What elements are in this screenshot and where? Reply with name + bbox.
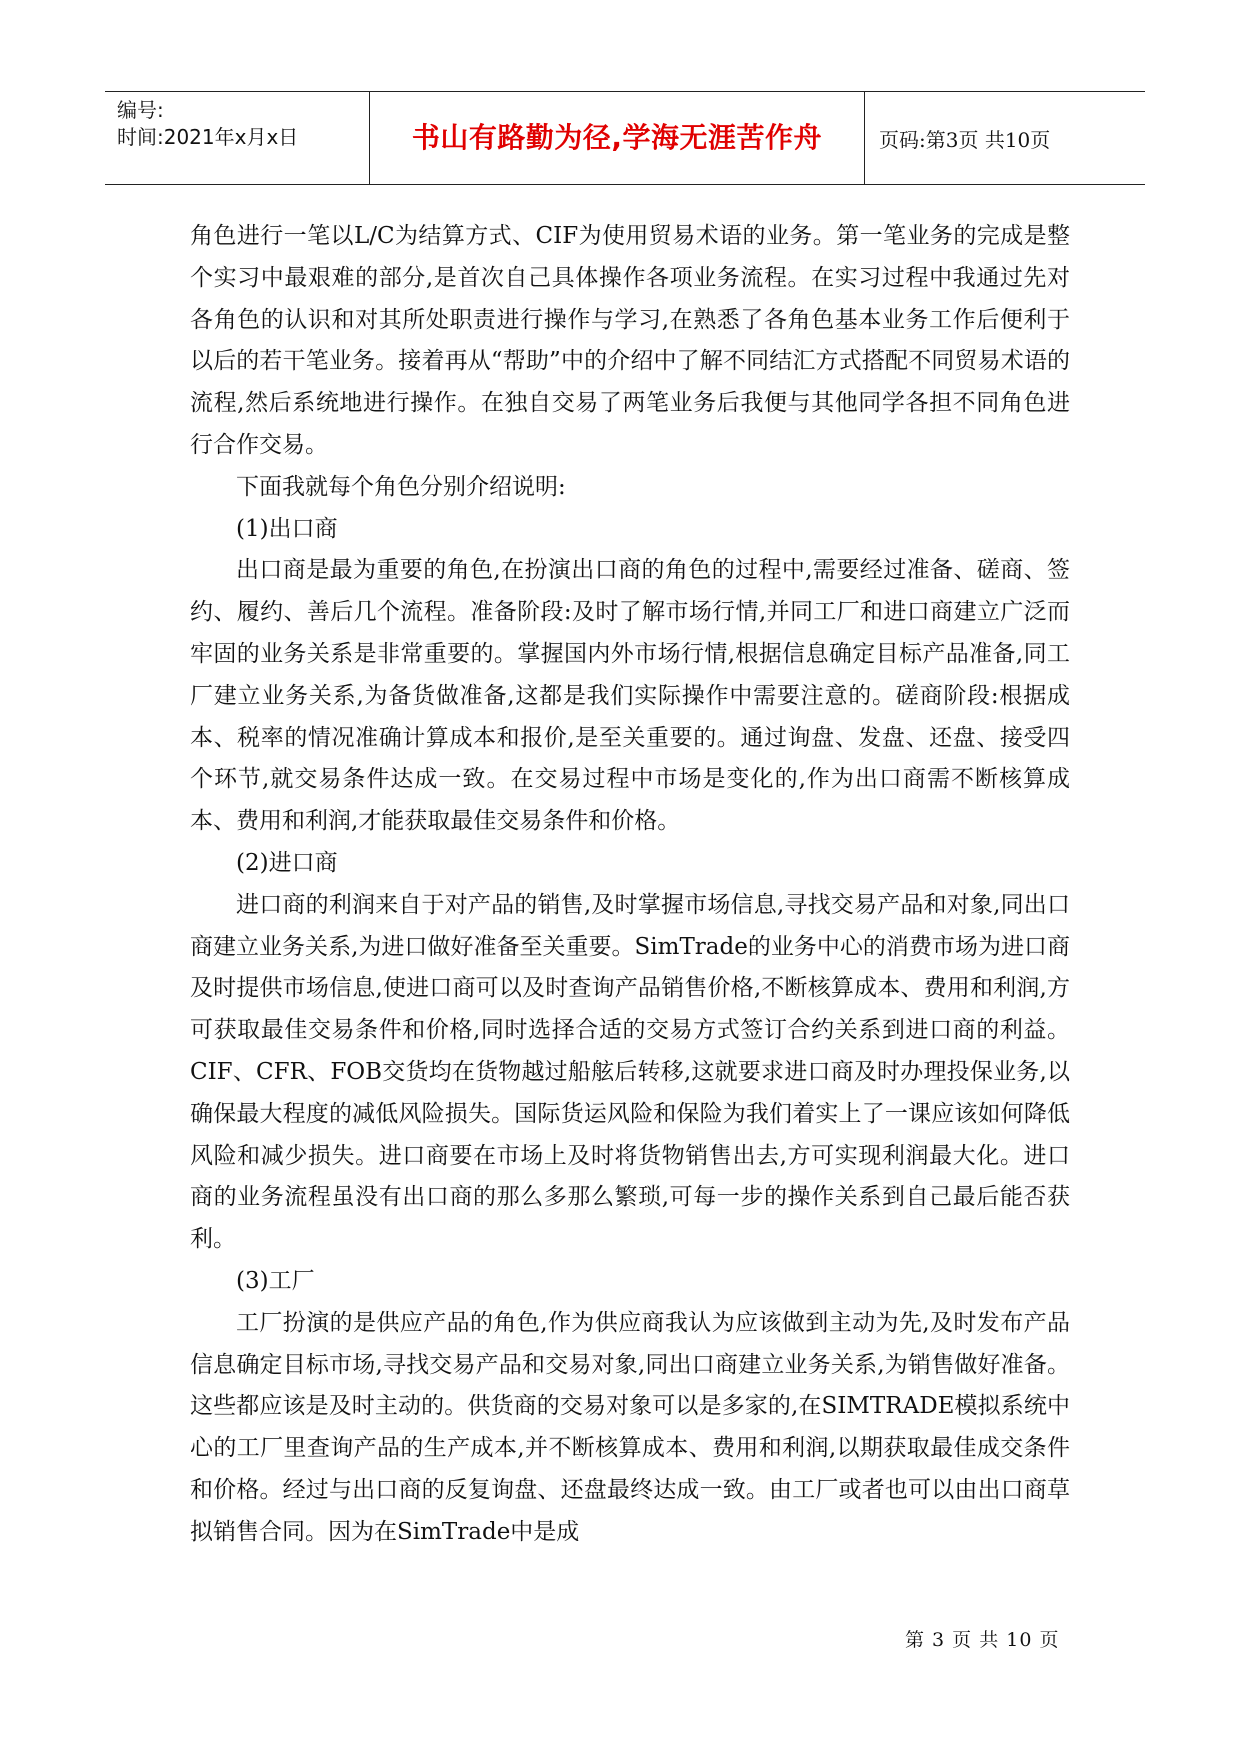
time-line: 时间:2021年x月x日 [117, 125, 299, 149]
paragraph: 进口商的利润来自于对产品的销售,及时掌握市场信息,寻找交易产品和对象,同出口商建立业务关系,为进口做好准备至关重要。SimTrade的业务中心的消费市场为进口商及时提供市场信息,使进口商可以及时查询产品销售价格,不断核算成本、费用和利润,方可获取最佳交易条件和价格,同时选择合适的交易方式签订合约关系到进口商的利益。CIF、CFR、FOB交货均在货物越过船舷后转移,这就要求进口商及时办理投保业务,以确保最大程度的减低风险损失。国际货运风险和保险为我们着实上了一课应该如何降低风险和减少损失。进口商要在市场上及时将货物销售出去,方可实现利润最大化。进口商的业务流程虽没有出口商的那么多那么繁琐,可每一步的操作关系到自己最后能否获利。 [190, 891, 1070, 1253]
paragraph: 工厂扮演的是供应产品的角色,作为供应商我认为应该做到主动为先,及时发布产品信息确定目标市场,寻找交易产品和交易对象,同出口商建立业务关系,为销售做好准备。这些都应该是及时主动的。供货商的交易对象可以是多家的,在SIMTRADE模拟系统中心的工厂里查询产品的生产成本,并不断核算成本、费用和利润,以期获取最佳成交条件和价格。经过与出口商的反复询盘、还盘最终达成一致。由工厂或者也可以由出口商草拟销售合同。因为在SimTrade中是成 [190, 1309, 1070, 1545]
header-motto-cell [370, 92, 865, 184]
paragraph: 出口商是最为重要的角色,在扮演出口商的角色的过程中,需要经过准备、磋商、签约、履约、善后几个流程。准备阶段:及时了解市场行情,并同工厂和进口商建立广泛而牢固的业务关系是非常重要的。掌握国内外市场行情,根据信息确定目标产品准备,同工厂建立业务关系,为备货做准备,这都是我们实际操作中需要注意的。磋商阶段:根据成本、税率的情况准确计算成本和报价,是至关重要的。通过询盘、发盘、还盘、接受四个环节,就交易条件达成一致。在交易过程中市场是变化的,作为出口商需不断核算成本、费用和利润,才能获取最佳交易条件和价格。 [190, 557, 1070, 835]
page-header [105, 91, 1145, 185]
paragraph: 下面我就每个角色分别介绍说明: [236, 473, 566, 500]
header-right-cell [865, 92, 1145, 184]
page-footer: 第 3 页 共 10 页 [905, 1629, 1060, 1651]
section-heading-exporter: (1)出口商 [236, 515, 338, 542]
document-body [190, 216, 1070, 1554]
header-page-info: 页码:第3页 共10页 [879, 128, 1051, 152]
motto-text: 书山有路勤为径,学海无涯苦作舟 [411, 121, 823, 154]
number-label: 编号: [117, 98, 164, 122]
section-heading-factory: (3)工厂 [236, 1267, 315, 1294]
paragraph: 角色进行一笔以L/C为结算方式、CIF为使用贸易术语的业务。第一笔业务的完成是整个实习中最艰难的部分,是首次自己具体操作各项业务流程。在实习过程中我通过先对各角色的认识和对其所处职责进行操作与学习,在熟悉了各角色基本业务工作后便利于以后的若干笔业务。接着再从“帮助”中的介绍中了解不同结汇方式搭配不同贸易术语的流程,然后系统地进行操作。在独自交易了两笔业务后我便与其他同学各担不同角色进行合作交易。 [190, 223, 1070, 458]
section-heading-importer: (2)进口商 [236, 849, 338, 876]
header-left-cell [105, 92, 370, 184]
